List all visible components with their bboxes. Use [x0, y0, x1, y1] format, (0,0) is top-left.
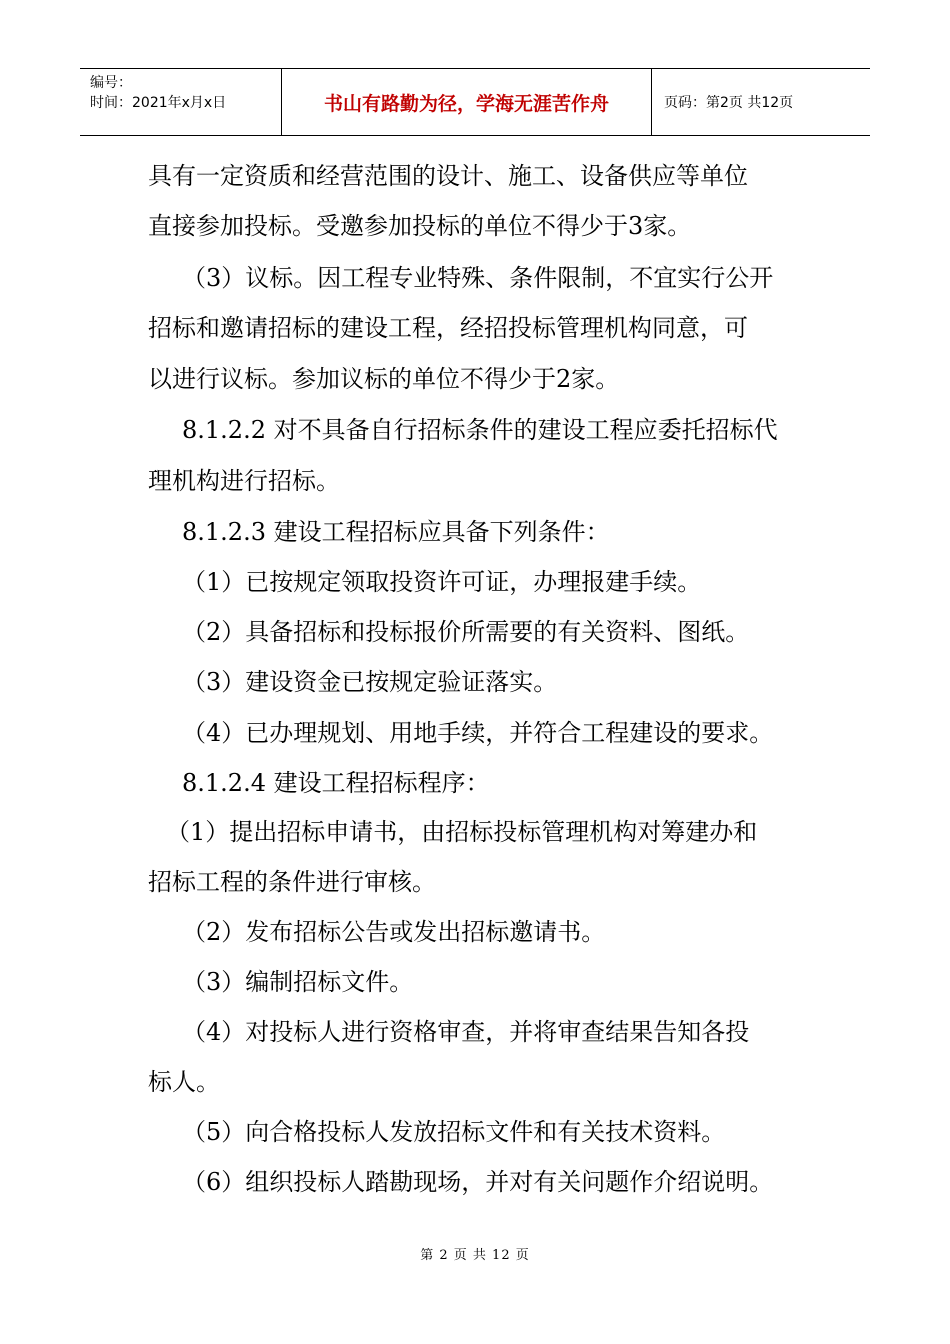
page-header [80, 68, 870, 136]
body-line: 标人。 [148, 1068, 220, 1096]
body-line: （1）提出招标申请书，由招标投标管理机构对筹建办和 [166, 818, 758, 846]
body-line: 8.1.2.4 建设工程招标程序： [182, 769, 490, 797]
body-line: 招标工程的条件进行审核。 [148, 868, 436, 896]
body-line: 直接参加投标。受邀参加投标的单位不得少于3家。 [148, 212, 692, 240]
body-line: 以进行议标。参加议标的单位不得少于2家。 [148, 365, 620, 393]
body-line: （4）对投标人进行资格审查，并将审查结果告知各投 [182, 1018, 750, 1046]
body-line: （6）组织投标人踏勘现场，并对有关问题作介绍说明。 [182, 1168, 774, 1196]
body-line: 招标和邀请招标的建设工程，经招投标管理机构同意，可 [148, 314, 748, 342]
body-line: （2）具备招标和投标报价所需要的有关资料、图纸。 [182, 618, 750, 646]
body-line: 8.1.2.3 建设工程招标应具备下列条件： [182, 518, 610, 546]
body-line: （1）已按规定领取投资许可证，办理报建手续。 [182, 568, 702, 596]
page-footer: 第 2 页 共 12 页 [420, 1248, 530, 1263]
body-line: 理机构进行招标。 [148, 467, 340, 495]
header-motto: 书山有路勤为径，学海无涯苦作舟 [282, 69, 652, 135]
body-line: 具有一定资质和经营范围的设计、施工、设备供应等单位 [148, 162, 748, 190]
body-line: （3）编制招标文件。 [182, 968, 414, 996]
header-meta [80, 69, 282, 135]
body-line: （3）建设资金已按规定验证落实。 [182, 668, 558, 696]
header-page-info: 页码：第2页 共12页 [664, 95, 794, 111]
body-line: 8.1.2.2 对不具备自行招标条件的建设工程应委托招标代 [182, 416, 778, 444]
body-line: （3）议标。因工程专业特殊、条件限制，不宜实行公开 [182, 264, 774, 292]
body-line: （4）已办理规划、用地手续，并符合工程建设的要求。 [182, 719, 774, 747]
body-line: （2）发布招标公告或发出招标邀请书。 [182, 918, 606, 946]
body-line: （5）向合格投标人发放招标文件和有关技术资料。 [182, 1118, 726, 1146]
document-date: 时间：2021年x月x日 [90, 95, 227, 111]
document-number-label: 编号： [90, 75, 132, 91]
